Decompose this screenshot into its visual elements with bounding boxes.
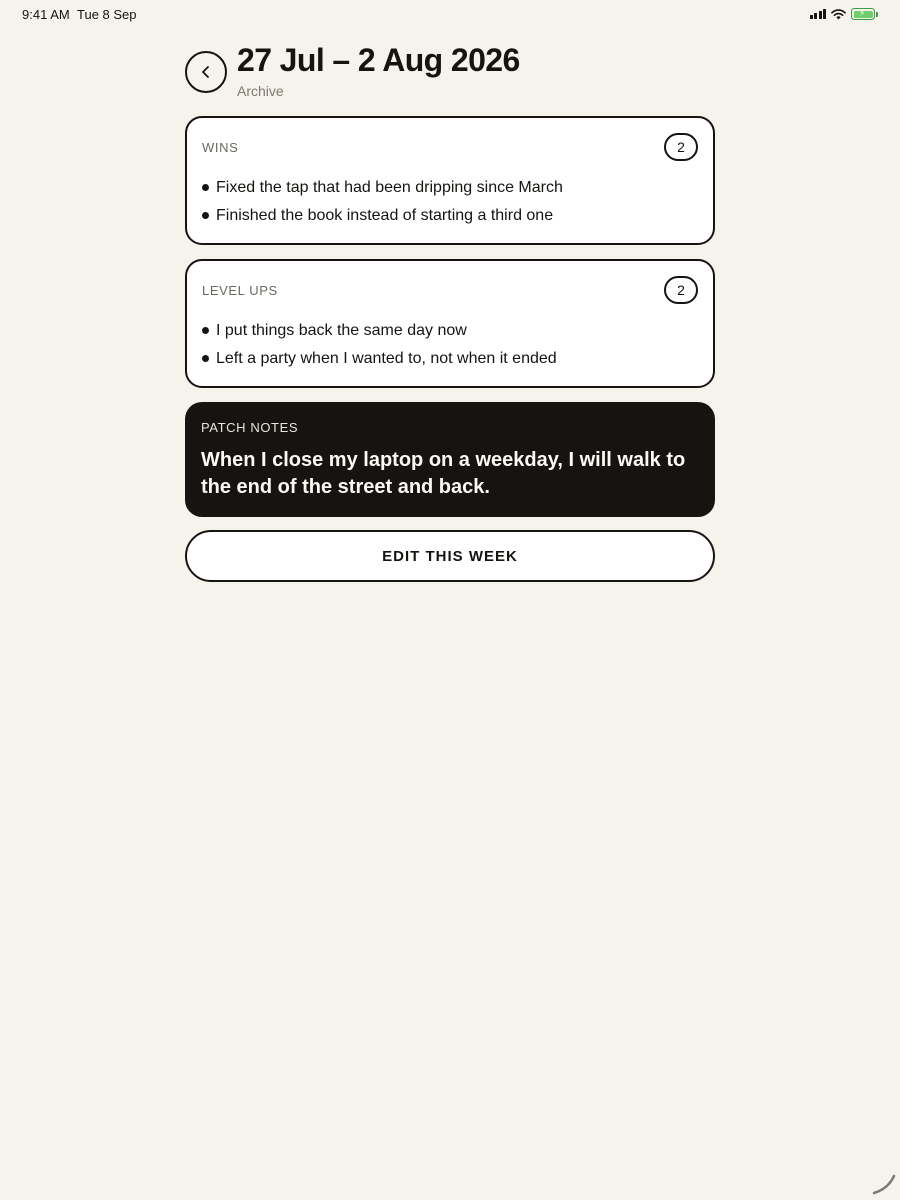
list-item: Finished the book instead of starting a third one xyxy=(202,202,563,230)
edit-this-week-button[interactable]: EDIT THIS WEEK xyxy=(185,530,715,582)
status-icons xyxy=(810,8,879,20)
status-bar xyxy=(0,0,900,28)
list-item: Left a party when I wanted to, not when it ended xyxy=(202,345,557,373)
page-title: 27 Jul – 2 Aug 2026 xyxy=(237,42,520,78)
status-date: Tue 8 Sep xyxy=(77,7,137,22)
battery-charging-icon: ⚡ xyxy=(851,8,878,20)
wins-card xyxy=(185,116,715,245)
wins-count-badge: 2 xyxy=(664,133,698,161)
patch-notes-card xyxy=(185,402,715,517)
patch-notes-label: PATCH NOTES xyxy=(201,420,299,435)
level-ups-count-badge: 2 xyxy=(664,276,698,304)
page-header xyxy=(185,42,715,102)
wins-list xyxy=(202,174,563,230)
patch-notes-text: When I close my laptop on a weekday, I will walk to the end of the street and back. xyxy=(201,449,686,498)
chevron-left-icon xyxy=(200,65,212,79)
wins-label: WINS xyxy=(202,140,239,155)
cellular-signal-icon xyxy=(810,9,827,19)
list-item: I put things back the same day now xyxy=(202,317,557,345)
status-time: 9:41 AM xyxy=(22,7,70,22)
back-button[interactable] xyxy=(185,51,227,93)
resize-handle-icon xyxy=(872,1172,898,1196)
level-ups-list xyxy=(202,317,557,373)
page-subtitle: Archive xyxy=(237,83,284,99)
list-item: Fixed the tap that had been dripping since March xyxy=(202,174,563,202)
level-ups-label: LEVEL UPS xyxy=(202,283,278,298)
wifi-icon xyxy=(831,9,846,20)
level-ups-card xyxy=(185,259,715,388)
